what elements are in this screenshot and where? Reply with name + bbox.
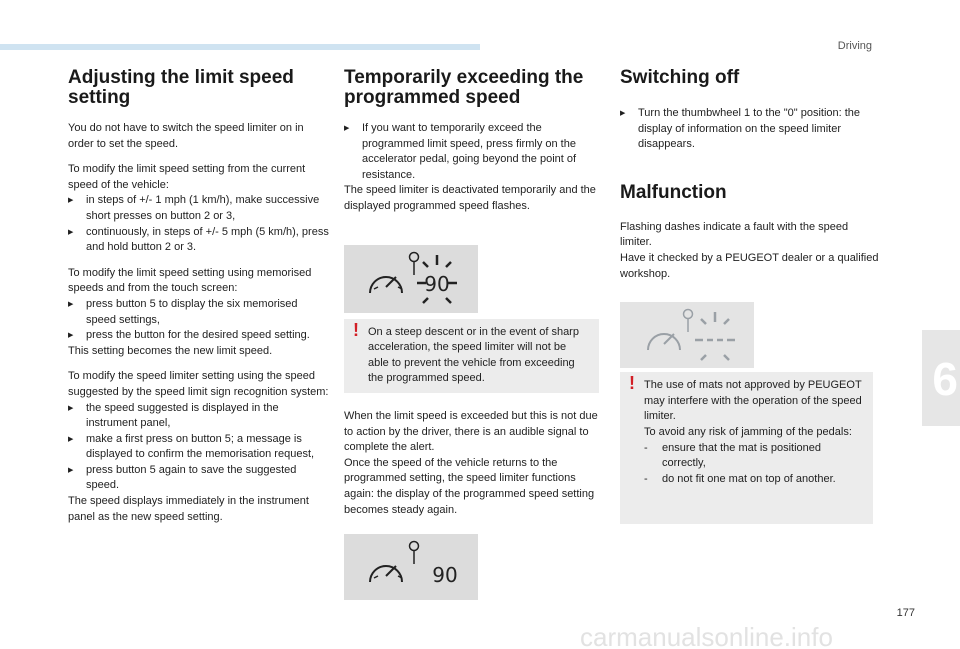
text-lead: To modify the limit speed setting from the current speed of the vehicle: bbox=[68, 163, 306, 191]
warning-text: On a steep descent or in the event of sharp acceleration, the speed limiter will not be able to prevent the vehicle from exceeding the programmed speed. bbox=[368, 325, 579, 385]
header-accent-bar bbox=[0, 44, 480, 50]
heading-malfunction: Malfunction bbox=[620, 181, 727, 203]
bullet-desired-speed: ▶ press the button for the desired speed setting. bbox=[68, 328, 330, 344]
warning-steep-descent bbox=[344, 319, 599, 393]
heading-switching-off: Switching off bbox=[620, 67, 740, 88]
text-have-checked: Have it checked by a PEUGEOT dealer or a qualified workshop. bbox=[620, 251, 879, 280]
warning-dash-item bbox=[644, 441, 863, 472]
column-adjusting bbox=[68, 68, 330, 535]
warning-item-text: ensure that the mat is positioned correctly, bbox=[662, 441, 821, 470]
speedometer-steady-icon bbox=[344, 534, 478, 600]
bullet-short-press: ▶ in steps of +/- 1 mph (1 km/h), make successive short presses on button 2 or 3, bbox=[68, 193, 330, 224]
bullet-press-hold: ▶ continuously, in steps of +/- 5 mph (5 km/h), press and hold button 2 or 3. bbox=[68, 225, 330, 256]
warning-icon: ! bbox=[629, 373, 635, 394]
fig1-speed-value: 90 bbox=[424, 271, 450, 296]
text-new-limit: This setting becomes the new limit speed. bbox=[68, 344, 273, 357]
page-number: 177 bbox=[896, 607, 915, 619]
heading-exceeding: Temporarily exceeding the programmed speed bbox=[344, 67, 584, 108]
column-switching-off bbox=[620, 68, 882, 524]
bullet-suggested: ▶ the speed suggested is displayed in the instrument panel, bbox=[68, 401, 330, 432]
speed-steady-figure bbox=[344, 534, 478, 600]
warning-icon: ! bbox=[353, 319, 359, 340]
warning-item-text: do not fit one mat on top of another. bbox=[662, 472, 836, 485]
warning-dash-item bbox=[644, 472, 863, 488]
paragraph-current-speed bbox=[68, 162, 330, 256]
speed-flashing-figure bbox=[344, 245, 478, 313]
speed-fault-figure bbox=[620, 302, 754, 368]
paragraph-exceed bbox=[344, 121, 606, 215]
warning-mats bbox=[620, 372, 873, 524]
section-title: Driving bbox=[837, 40, 872, 52]
text-lead: To modify the speed limiter setting using the speed suggested by the speed limit sign recognition system: bbox=[68, 370, 329, 398]
text-displays: The speed displays immediately in the instrument panel as the new speed setting. bbox=[68, 495, 309, 523]
paragraph-sign-recognition bbox=[68, 369, 330, 525]
paragraph-thumbwheel bbox=[620, 106, 882, 153]
dash-mark: - bbox=[644, 472, 648, 485]
dash-mark: - bbox=[644, 441, 648, 454]
chapter-number: 6 bbox=[932, 353, 958, 405]
fig2-speed-value: 90 bbox=[432, 563, 458, 588]
paragraph-audible bbox=[344, 409, 606, 518]
paragraph-memorised bbox=[68, 266, 330, 360]
paragraph-malfunction bbox=[620, 220, 882, 282]
bullet-press-again: ▶ press button 5 again to save the suggested speed. bbox=[68, 463, 330, 494]
watermark: carmanualsonline.info bbox=[580, 622, 833, 649]
warning-mats-text: The use of mats not approved by PEUGEOT may interfere with the operation of the speed limiter. bbox=[644, 379, 862, 423]
paragraph-intro: You do not have to switch the speed limiter on in order to set the speed. bbox=[68, 122, 304, 150]
text-deactivated: The speed limiter is deactivated temporarily and the displayed programmed speed flashes. bbox=[344, 184, 596, 212]
text-audible: When the limit speed is exceeded but this is not due to action by the driver, there is an audible signal to complete the alert. bbox=[344, 409, 598, 454]
speedometer-flashing-icon bbox=[344, 245, 478, 313]
column-exceeding bbox=[344, 68, 606, 600]
warning-jamming-text: To avoid any risk of jamming of the pedals: bbox=[644, 425, 852, 438]
bullet-first-press: ▶ make a first press on button 5; a message is displayed to confirm the memorisation request, bbox=[68, 432, 330, 463]
speedometer-fault-icon bbox=[620, 302, 754, 368]
bullet-accelerator: ▶ If you want to temporarily exceed the programmed limit speed, press firmly on the accelerator pedal, going beyond the point of resistance. bbox=[344, 121, 606, 183]
text-flashing-dashes: Flashing dashes indicate a fault with the speed limiter. bbox=[620, 220, 849, 249]
text-steady: Once the speed of the vehicle returns to the programmed setting, the speed limiter functions again: the display of the programmed speed setting becomes steady again. bbox=[344, 456, 595, 516]
heading-adjusting: Adjusting the limit speed setting bbox=[68, 67, 294, 108]
bullet-press-5: ▶ press button 5 to display the six memorised speed settings, bbox=[68, 297, 330, 328]
bullet-thumbwheel: ▶ Turn the thumbwheel 1 to the "0" position: the display of information on the speed limiter disappears. bbox=[620, 106, 882, 153]
text-lead: To modify the limit speed setting using memorised speeds and from the touch screen: bbox=[68, 266, 312, 295]
